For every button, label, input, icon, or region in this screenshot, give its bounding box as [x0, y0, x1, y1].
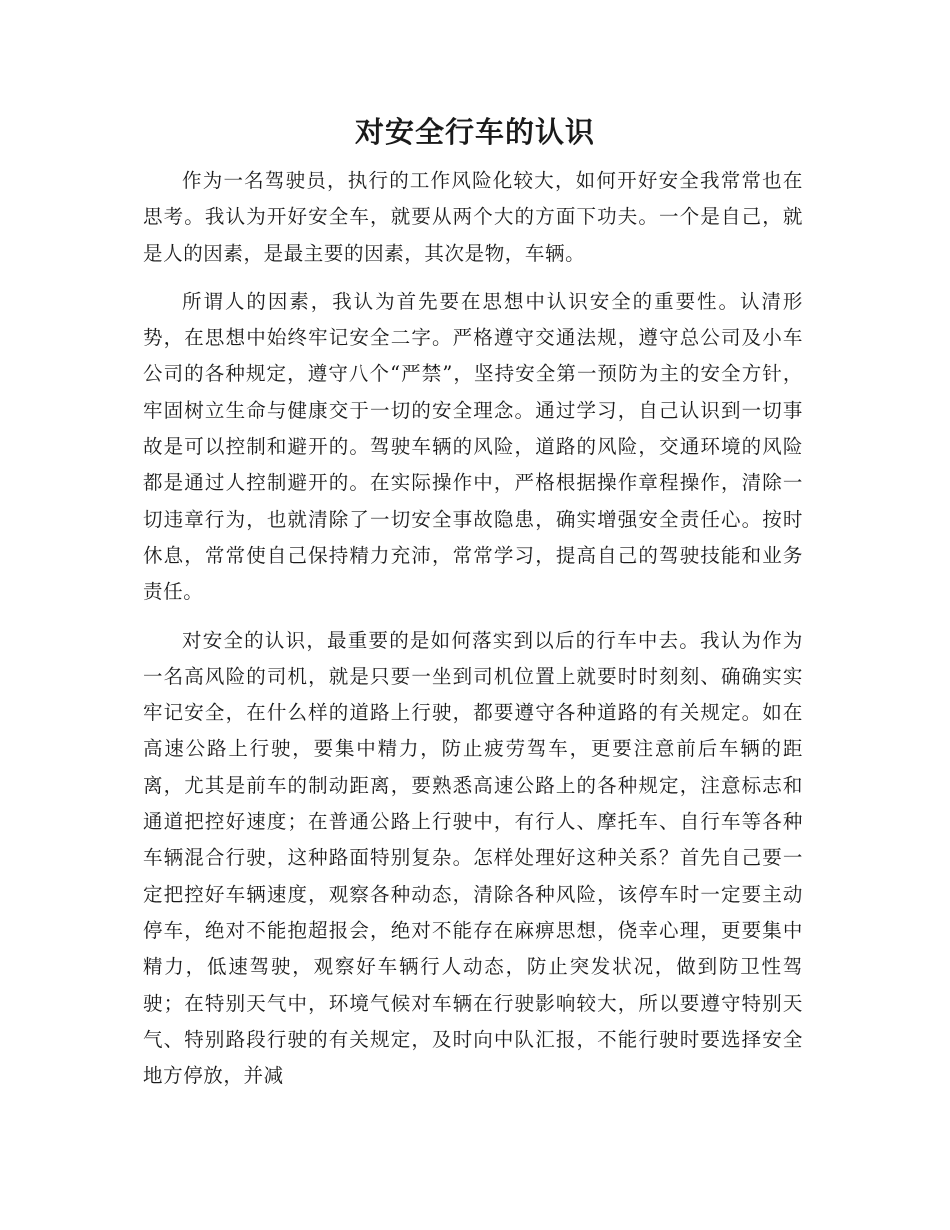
document-body [143, 163, 803, 1106]
page-title: 对安全行车的认识 [354, 115, 595, 149]
paragraph-intro: 作为一名驾驶员，执行的工作风险化较大，如何开好安全我常常也在思考。我认为开好安全车，就要从两个大的方面下功夫。一个是自己，就是人的因素，是最主要的因素，其次是物，车辆。 [143, 169, 803, 265]
paragraph-human-factor: 所谓人的因素，我认为首先要在思想中认识安全的重要性。认清形势，在思想中始终牢记安全二字。严格遵守交通法规，遵守总公司及小车公司的各种规定，遵守八个“严禁”，坚持安全第一预防为主的安全方针，牢固树立生命与健康交于一切的安全理念。通过学习，自己认识到一切事故是可以控制和避开的。驾驶车辆的风险，道路的风险，交通环境的风险都是通过人控制避开的。在实际操作中，严格根据操作章程操作，清除一切违章行为，也就清除了一切安全事故隐患，确实增强安全责任心。按时休息，常常使自己保持精力充沛，常常学习，提高自己的驾驶技能和业务责任。 [143, 289, 803, 604]
paragraph-implementation: 对安全的认识，最重要的是如何落实到以后的行车中去。我认为作为一名高风险的司机，就是只要一坐到司机位置上就要时时刻刻、确确实实牢记安全，在什么样的道路上行驶，都要遵守各种道路的有关规定。如在高速公路上行驶，要集中精力，防止疲劳驾车，更要注意前后车辆的距离，尤其是前车的制动距离，要熟悉高速公路上的各种规定，注意标志和通道把控好速度；在普通公路上行驶中，有行人、摩托车、自行车等各种车辆混合行驶，这种路面特别复杂。怎样处理好这种关系？首先自己要一定把控好车辆速度，观察各种动态，清除各种风险，该停车时一定要主动停车，绝对不能抱超报会，绝对不能存在麻痹思想，侥幸心理，更要集中精力，低速驾驶，观察好车辆行人动态，防止突发状况，做到防卫性驾驶；在特别天气中，环境气候对车辆在行驶影响较大，所以要遵守特别天气、特别路段行驶的有关规定，及时向中队汇报，不能行驶时要选择安全地方停放，并减 [143, 628, 803, 1088]
